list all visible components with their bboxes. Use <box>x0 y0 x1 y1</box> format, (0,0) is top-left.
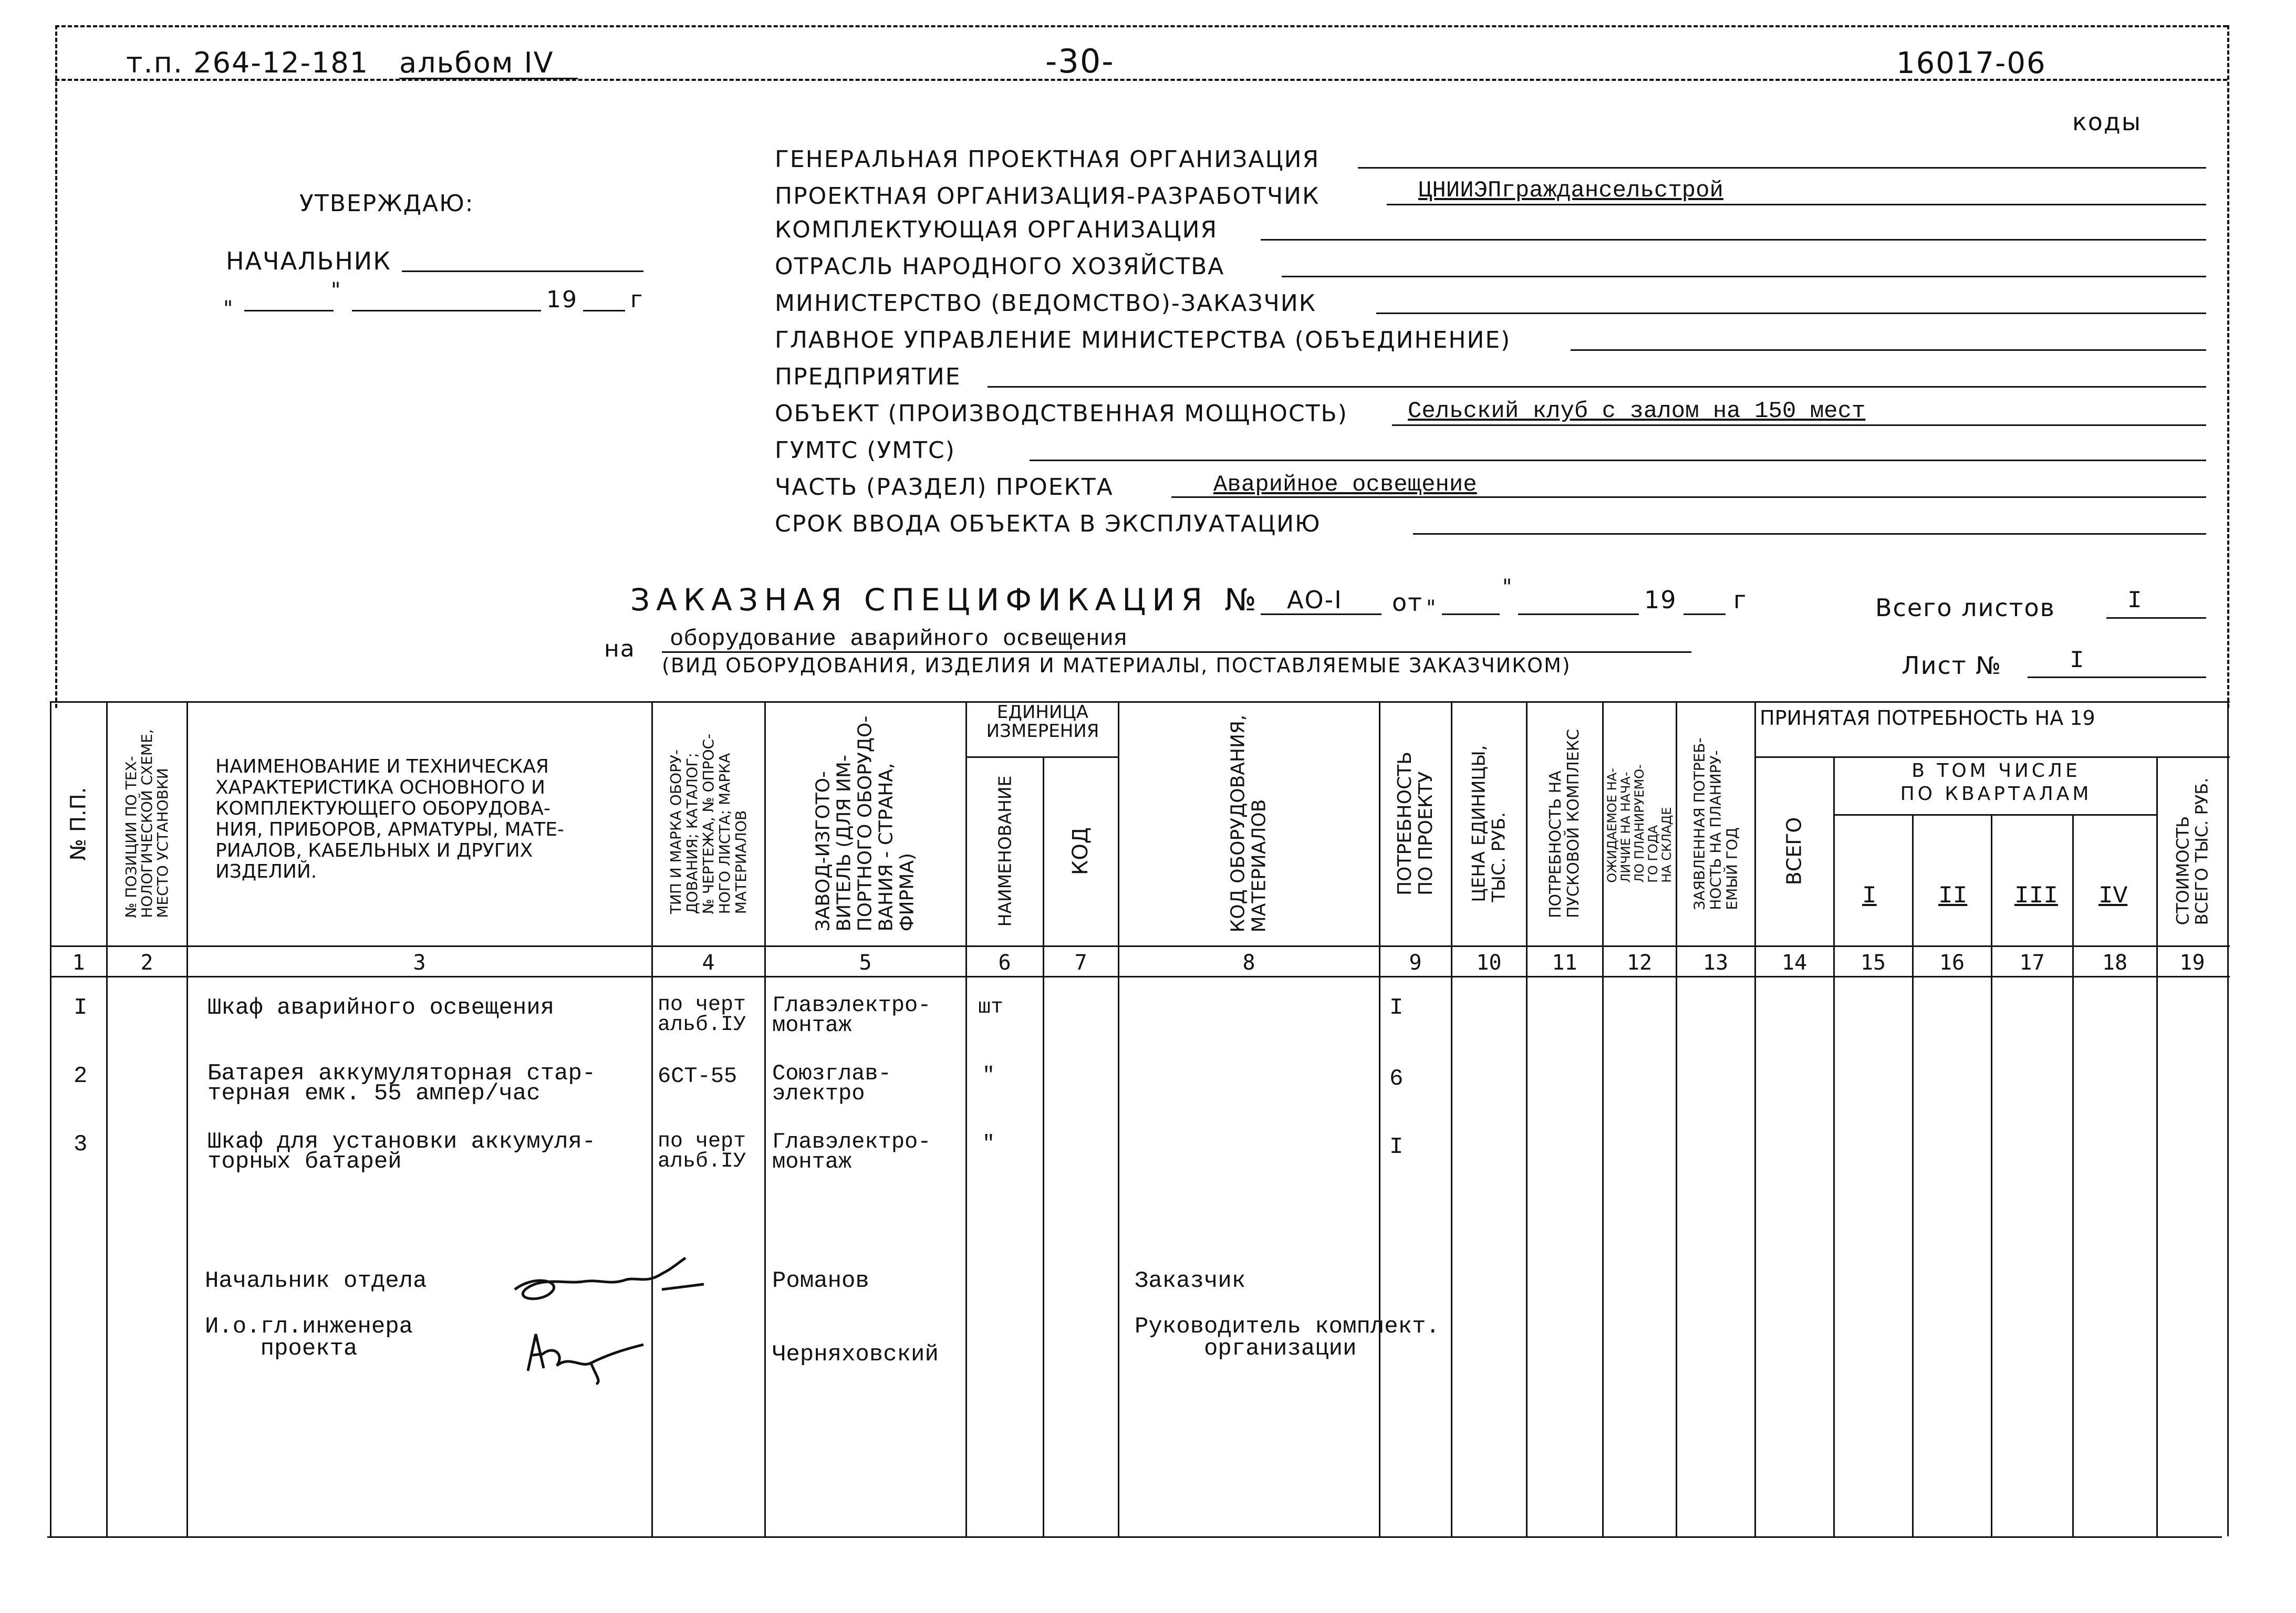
org-field-label-deadline: СРОК ВВОДА ОБЪЕКТА В ЭКСПЛУАТАЦИЮ <box>775 511 1321 537</box>
spec-year: 19 <box>1644 586 1677 614</box>
row-number: 2 <box>74 1063 88 1089</box>
org-field-label-developer: ПРОЕКТНАЯ ОРГАНИЗАЦИЯ-РАЗРАБОТЧИК <box>775 183 1320 210</box>
col-number-17: 17 <box>2019 951 2045 975</box>
org-field-line-industry <box>1282 276 2206 277</box>
spec-month-line <box>1518 613 1639 615</box>
codes-label: коды <box>2072 108 2142 136</box>
header-album: альбом IV <box>399 46 554 79</box>
row-maker: Главэлектро- монтаж <box>772 1129 931 1174</box>
quarters-group-line <box>1833 814 2156 816</box>
header-col-2: № ПОЗИЦИИ ПО ТЕХ- НОЛОГИЧЕСКОЙ СХЕМЕ, МЕСТО УСТАНОВКИ <box>122 729 171 918</box>
header-col-16: II <box>1938 882 1968 910</box>
spec-number: АО-I <box>1287 586 1343 614</box>
org-field-value-part: Аварийное освещение <box>1213 472 1477 498</box>
header-col-5: ЗАВОД-ИЗГОТО- ВИТЕЛЬ (ДЛЯ ИМ- ПОРТНОГО ОБОРУДО- ВАНИЯ - СТРАНА, ФИРМА) <box>812 715 918 932</box>
row-qty: 6 <box>1389 1066 1404 1092</box>
header-col-10: ЦЕНА ЕДИНИЦЫ, ТЫС. РУБ. <box>1468 745 1510 902</box>
row-maker: Главэлектро- монтаж <box>772 993 931 1038</box>
org-field-label-object: ОБЪЕКТ (ПРОИЗВОДСТВЕННАЯ МОЩНОСТЬ) <box>775 400 1348 427</box>
approval-month-line <box>352 310 541 311</box>
approval-chief: НАЧАЛЬНИК <box>226 247 391 275</box>
row-name: Шкаф для установки аккумуля- торных батарей <box>207 1129 596 1175</box>
header-col-18: IV <box>2098 882 2128 910</box>
signature-kit-org-head: Руководитель комплект. организации <box>1135 1314 1440 1362</box>
col-number-12: 12 <box>1626 951 1653 975</box>
row-unit: шт <box>978 996 1004 1019</box>
signature-chief-engineer-title: И.о.гл.инженера проекта <box>205 1314 413 1362</box>
org-field-line-kit <box>1261 239 2206 241</box>
org-field-label-part: ЧАСТЬ (РАЗДЕЛ) ПРОЕКТА <box>775 474 1114 501</box>
header-col-7: КОД <box>1068 827 1093 876</box>
col-number-15: 15 <box>1860 951 1886 975</box>
row-type: по черт альб.IУ <box>658 1130 746 1173</box>
header-col-19: СТОИМОСТЬ ВСЕГО ТЫС. РУБ. <box>2173 777 2212 925</box>
approval-year-suffix: г <box>630 286 644 313</box>
total-sheets-line <box>2106 617 2206 619</box>
header-page: -30- <box>1045 42 1115 80</box>
sheet-line <box>2028 677 2206 678</box>
row-unit: " <box>982 1132 995 1156</box>
col-border-16 <box>1991 814 1992 1536</box>
col-number-5: 5 <box>859 951 872 975</box>
org-field-value-object: Сельский клуб с залом на 150 мест <box>1408 398 1866 424</box>
header-col-15: I <box>1862 882 1877 910</box>
header-code: 16017-06 <box>1896 46 2046 80</box>
col-number-1: 1 <box>72 951 85 975</box>
col-border-2 <box>186 701 188 1536</box>
header-col-3: НАИМЕНОВАНИЕ И ТЕХНИЧЕСКАЯ ХАРАКТЕРИСТИКА ОСНОВНОГО И КОМПЛЕКТУЮЩЕГО ОБОРУДОВА- НИЯ, ПРИБОРОВ, АРМАТУРЫ, МАТЕ- РИАЛОВ, КАБЕЛЬНЫХ И ДРУГИХ ИЗДЕЛИЙ. <box>215 756 564 882</box>
org-field-line-main-dept <box>1571 349 2206 351</box>
header-col-9: ПОТРЕБНОСТЬ ПО ПРОЕКТУ <box>1394 752 1437 896</box>
header-col-11: ПОТРЕБНОСТЬ НА ПУСКОВОЙ КОМПЛЕКС <box>1546 729 1583 918</box>
header-col-1: № П.П. <box>66 787 90 860</box>
org-field-line-object <box>1392 424 2206 426</box>
table-numbers-bottom <box>50 976 2230 977</box>
row-type: 6СТ-55 <box>658 1064 737 1089</box>
approval-chief-line <box>402 270 643 272</box>
signature-customer: Заказчик <box>1135 1268 1246 1294</box>
header-col-13: ЗАЯВЛЕННАЯ ПОТРЕБ- НОСТЬ НА ПЛАНИРУ- ЕМЫЙ ГОД <box>1690 737 1741 910</box>
spec-na-label: на <box>604 636 636 662</box>
header-unit-group: ЕДИНИЦА ИЗМЕРЕНИЯ <box>986 702 1099 742</box>
spec-day-line <box>1442 613 1500 615</box>
col-number-7: 7 <box>1074 951 1087 975</box>
row-type: по черт альб.IУ <box>658 993 746 1037</box>
header-col-4: ТИП И МАРКА ОБОРУ- ДОВАНИЯ; КАТАЛОГ; № ЧЕРТЕЖА, № ОПРОС- НОГО ЛИСТА; МАРКА МАТЕРИАЛОВ <box>667 733 750 914</box>
org-field-label-industry: ОТРАСЛЬ НАРОДНОГО ХОЗЯЙСТВА <box>775 253 1225 280</box>
row-name: Шкаф аварийного освещения <box>207 995 555 1021</box>
frame-right <box>2227 25 2229 708</box>
col-number-14: 14 <box>1781 951 1807 975</box>
spec-year-line <box>1684 613 1726 615</box>
header-col-6: НАИМЕНОВАНИЕ <box>994 775 1015 927</box>
row-number: I <box>74 995 88 1021</box>
spec-year-suffix: г <box>1733 586 1748 614</box>
org-field-label-ministry: МИНИСТЕРСТВО (ВЕДОМСТВО)-ЗАКАЗЧИК <box>775 290 1316 317</box>
org-field-line-part <box>1171 496 2206 498</box>
org-field-line-general <box>1358 167 2206 169</box>
col-number-18: 18 <box>2102 951 2128 975</box>
spec-title: ЗАКАЗНАЯ СПЕЦИФИКАЦИЯ № <box>630 582 1263 618</box>
header-album-underline <box>399 78 578 79</box>
header-accepted-group: ПРИНЯТАЯ ПОТРЕБНОСТЬ НА 19 <box>1760 706 2095 730</box>
header-tp: т.п. 264-12-181 <box>126 46 369 79</box>
header-col-14: ВСЕГО <box>1782 817 1806 886</box>
sheet-value: I <box>2070 647 2084 674</box>
approval-year-line <box>583 310 625 311</box>
header-col-17: III <box>2014 882 2058 910</box>
frame-top <box>55 25 2227 27</box>
col-number-4: 4 <box>702 951 715 975</box>
approval-day-line <box>244 310 334 311</box>
org-field-label-main-dept: ГЛАВНОЕ УПРАВЛЕНИЕ МИНИСТЕРСТВА (ОБЪЕДИНЕНИЕ) <box>775 327 1511 353</box>
signature-dept-head-name: Романов <box>772 1268 869 1294</box>
col-number-16: 16 <box>1939 951 1965 975</box>
row-unit: " <box>982 1064 995 1088</box>
col-border-19 <box>2227 701 2229 1536</box>
col-border-14 <box>1833 756 1835 1536</box>
col-number-9: 9 <box>1409 951 1422 975</box>
approval-year: 19 <box>546 286 578 313</box>
org-field-value-developer: ЦНИИЭПграждансельстрой <box>1418 178 1723 204</box>
org-field-line-deadline <box>1413 533 2206 535</box>
col-number-2: 2 <box>140 951 153 975</box>
org-field-line-ministry <box>1376 313 2206 314</box>
col-number-6: 6 <box>998 951 1011 975</box>
header-col-8: КОД ОБОРУДОВАНИЯ, МАТЕРИАЛОВ <box>1227 714 1270 933</box>
row-name: Батарея аккумуляторная стар- терная емк. 55 ампер/час <box>207 1060 596 1107</box>
col-border-15 <box>1912 814 1914 1536</box>
header-quarters-group: В ТОМ ЧИСЛЕ ПО КВАРТАЛАМ <box>1900 760 2092 805</box>
row-qty: I <box>1389 1134 1404 1160</box>
org-field-line-developer <box>1387 204 2206 205</box>
org-field-label-kit: КОМПЛЕКТУЮЩАЯ ОРГАНИЗАЦИЯ <box>775 216 1218 243</box>
spec-from-label: от <box>1392 588 1423 617</box>
col-border-17 <box>2072 814 2074 1536</box>
table-bottom-border <box>47 1536 2222 1538</box>
signature-dept-head-title: Начальник отдела <box>205 1268 427 1294</box>
spec-quote-2: " <box>1502 575 1513 599</box>
signature-scribble-chief-engineer <box>517 1324 654 1387</box>
spec-subject: оборудование аварийного освещения <box>670 626 1128 652</box>
approval-title: УТВЕРЖДАЮ: <box>299 190 474 217</box>
col-number-3: 3 <box>413 951 426 975</box>
total-sheets-value: I <box>2127 587 2142 615</box>
col-number-13: 13 <box>1702 951 1729 975</box>
signature-scribble-dept-head <box>504 1253 725 1310</box>
frame-left <box>55 25 57 708</box>
org-field-label-general: ГЕНЕРАЛЬНАЯ ПРОЕКТНАЯ ОРГАНИЗАЦИЯ <box>775 146 1320 173</box>
row-maker: Союзглав- электро <box>772 1061 891 1106</box>
spec-number-line <box>1261 613 1381 615</box>
org-field-line-enterprise <box>988 386 2206 388</box>
col-number-8: 8 <box>1242 951 1255 975</box>
table-header-bottom <box>50 945 2230 947</box>
col-number-11: 11 <box>1552 951 1577 975</box>
approval-date-quote: " <box>331 278 342 303</box>
org-field-label-enterprise: ПРЕДПРИЯТИЕ <box>775 363 961 390</box>
row-number: 3 <box>74 1131 88 1158</box>
sheet-label: Лист № <box>1902 651 2002 680</box>
col-number-10: 10 <box>1476 951 1502 975</box>
row-qty: I <box>1389 995 1404 1021</box>
org-field-line-gumts <box>1030 460 2206 461</box>
col-number-19: 19 <box>2179 951 2205 975</box>
approval-date-prefix: " <box>223 297 234 321</box>
spec-quote: " <box>1426 596 1437 620</box>
spec-subject-caption: (ВИД ОБОРУДОВАНИЯ, ИЗДЕЛИЯ И МАТЕРИАЛЫ, ПОСТАВЛЯЕМЫЕ ЗАКАЗЧИКОМ) <box>662 654 1571 677</box>
header-col-12: ОЖИДАЕМОЕ НА- ЛИЧИЕ НА НАЧА- ЛО ПЛАНИРУЕМО- ГО ГОДА НА СКЛАДЕ <box>1605 764 1675 883</box>
signature-chief-engineer-name: Черняховский <box>772 1341 939 1368</box>
total-sheets-label: Всего листов <box>1875 594 2055 622</box>
org-field-label-gumts: ГУМТС (УМТС) <box>775 437 955 464</box>
spec-subject-line <box>662 651 1691 653</box>
